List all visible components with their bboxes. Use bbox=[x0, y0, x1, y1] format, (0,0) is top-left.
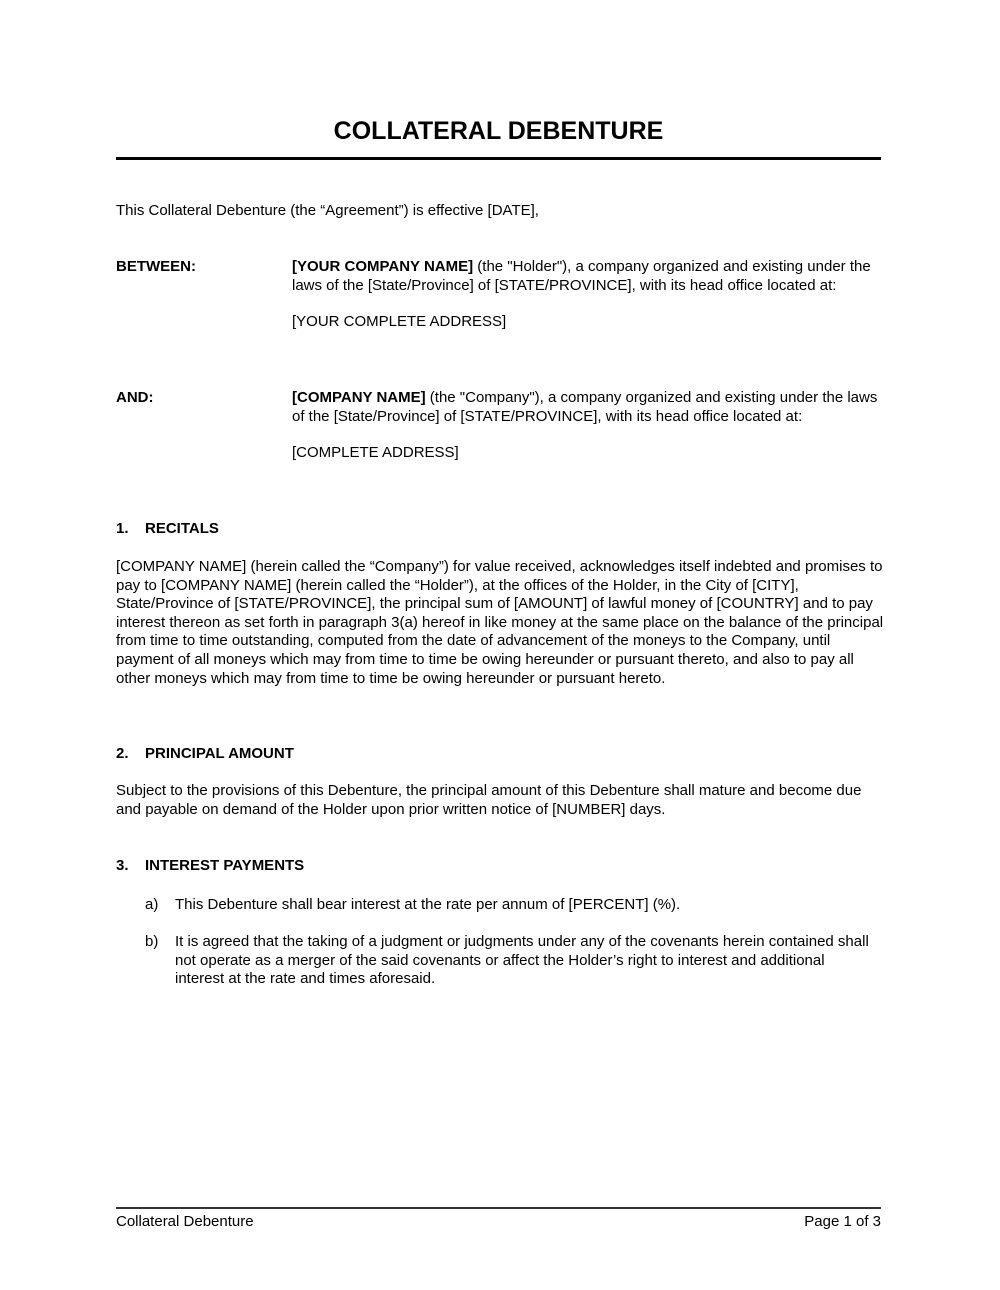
section-body-recitals: [COMPANY NAME] (herein called the “Company”) for value received, acknowledges itself indebted and promises to pay to [COMPANY NAME] (herein called the “Holder”), at the offices of the Holder, in the City of [CITY], State/Province of [STATE/PROVINCE], the principal sum of [AMOUNT] of lawful money of [COUNTRY] and to pay interest thereon as set forth in paragraph 3(a) hereof in like money at the same place on the balance of the principal from time to time outstanding, computed from the date of advancement of the moneys to the Company, until payment of all moneys which may from time to time be owing hereunder or pursuant thereto, and also to pay all other moneys which may from time to time be owing hereunder or pursuant hereto. bbox=[116, 558, 884, 687]
party-name: [COMPANY NAME] bbox=[292, 389, 426, 406]
intro-paragraph: This Collateral Debenture (the “Agreement”) is effective [DATE], bbox=[116, 202, 539, 219]
footer-page-number: Page 1 of 3 bbox=[804, 1213, 881, 1230]
section-title: INTEREST PAYMENTS bbox=[145, 857, 305, 874]
party-name: [YOUR COMPANY NAME] bbox=[292, 258, 474, 275]
footer-document-name: Collateral Debenture bbox=[116, 1213, 254, 1230]
section-number: 3. bbox=[116, 857, 129, 874]
section-body-principal-amount: Subject to the provisions of this Debenture, the principal amount of this Debenture shall mature and become due and payable on demand of the Holder upon prior written notice of [NUMBER] days. bbox=[116, 782, 862, 818]
document-page bbox=[116, 0, 884, 1290]
party-label: BETWEEN: bbox=[116, 258, 196, 275]
section-title: RECITALS bbox=[145, 520, 219, 537]
list-marker: a) bbox=[145, 896, 159, 913]
party-label: AND: bbox=[116, 389, 154, 406]
list-text: It is agreed that the taking of a judgment or judgments under any of the covenants herein contained shall not operate as a merger of the said covenants or affect the Holder’s right to interest and additional interest at the rate and times aforesaid. bbox=[175, 933, 869, 988]
list-text: This Debenture shall bear interest at the rate per annum of [PERCENT] (%). bbox=[175, 896, 681, 913]
party-description bbox=[292, 258, 884, 295]
list-marker: b) bbox=[145, 933, 159, 950]
section-number: 1. bbox=[116, 520, 129, 537]
party-description-line1: (the "Holder"), a company organized and existing bbox=[473, 258, 804, 275]
party-description-line1: (the "Company"), a company organized and existing under bbox=[425, 389, 819, 406]
party-body bbox=[292, 258, 884, 332]
party-address: [YOUR COMPLETE ADDRESS] bbox=[292, 313, 507, 331]
party-description-rest: the laws of the [State/Province] of [STATE/PROVINCE], with its head office located at: bbox=[292, 389, 878, 425]
section-number: 2. bbox=[116, 745, 129, 762]
section-heading-principal-amount bbox=[116, 745, 881, 764]
section-heading-recitals bbox=[116, 520, 881, 539]
footer-divider bbox=[116, 1207, 881, 1209]
document-title: COLLATERAL DEBENTURE bbox=[333, 117, 664, 145]
section-heading-interest-payments bbox=[116, 857, 881, 876]
party-address: [COMPLETE ADDRESS] bbox=[292, 444, 459, 462]
party-body bbox=[292, 389, 884, 463]
section-title: PRINCIPAL AMOUNT bbox=[145, 745, 294, 762]
party-description-rest: under the laws of the [State/Province] of [STATE/PROVINCE], with its head office located at: bbox=[292, 258, 871, 294]
title-divider bbox=[116, 157, 881, 160]
party-description bbox=[292, 389, 884, 426]
